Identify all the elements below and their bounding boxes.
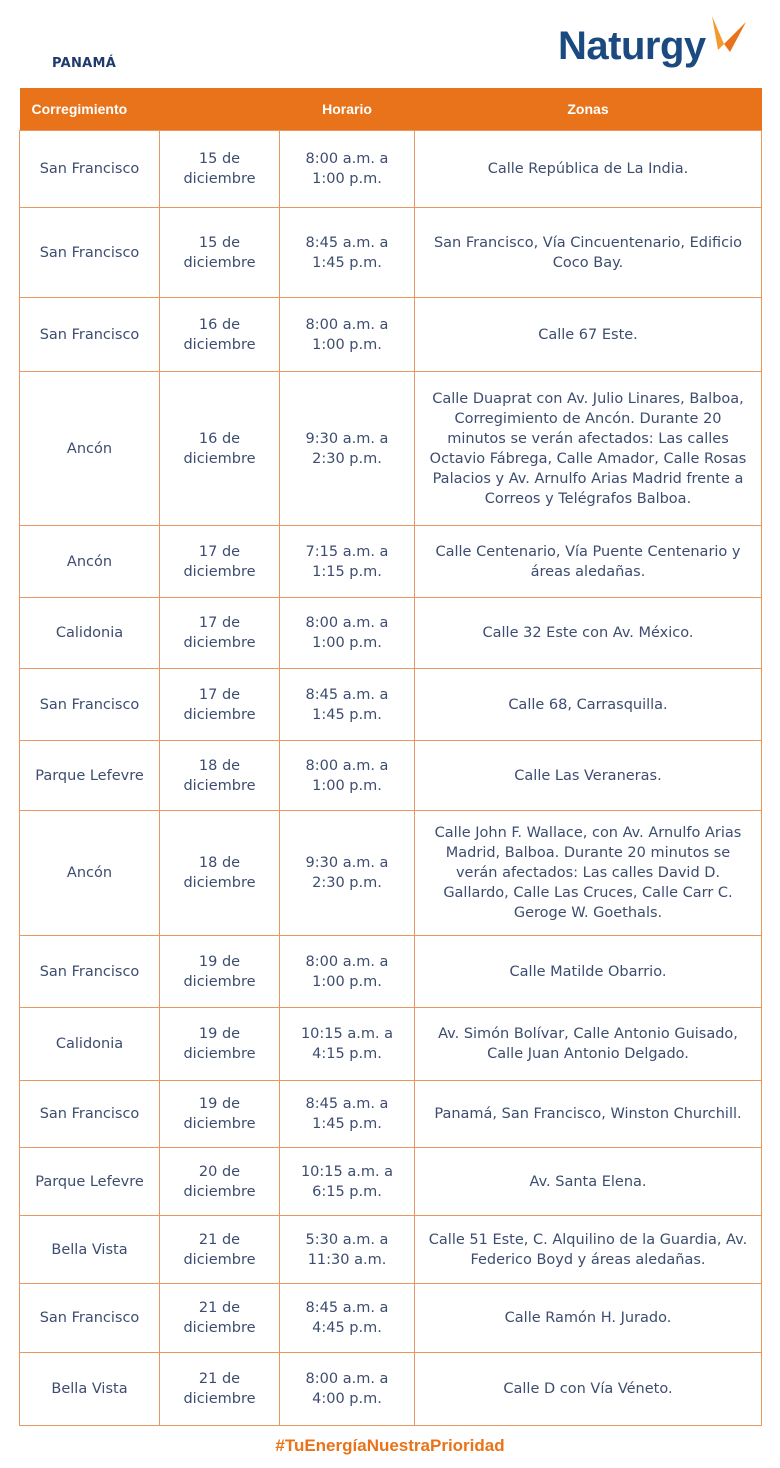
date-cell-text: 18 de diciembre [183, 757, 256, 794]
zones-cell: Calle D con Vía Véneto. [415, 1353, 762, 1426]
table-row [20, 526, 762, 598]
time-cell-text: 8:00 a.m. a 1:00 p.m. [305, 316, 389, 353]
table-row [20, 208, 762, 298]
time-cell-text: 8:00 a.m. a 4:00 p.m. [305, 1371, 389, 1407]
time-cell-text: 9:30 a.m. a 2:30 p.m. [305, 855, 389, 891]
date-cell-text: 19 de diciembre [183, 1026, 256, 1062]
date-cell-text: 16 de diciembre [183, 430, 256, 467]
corregimiento-cell: San Francisco [20, 669, 160, 741]
date-cell-text: 17 de diciembre [183, 615, 256, 651]
date-cell-text: 17 de diciembre [183, 543, 256, 580]
time-cell [280, 1148, 415, 1216]
corregimiento-cell: San Francisco [20, 1081, 160, 1148]
time-cell-text: 8:00 a.m. a 1:00 p.m. [305, 757, 389, 794]
time-cell-text: 7:15 a.m. a 1:15 p.m. [305, 543, 389, 580]
date-cell [160, 598, 280, 669]
time-cell-text: 5:30 a.m. a 11:30 a.m. [305, 1231, 389, 1268]
corregimiento-cell: Parque Lefevre [20, 1148, 160, 1216]
time-cell [280, 526, 415, 598]
time-cell-text: 8:00 a.m. a 1:00 p.m. [305, 953, 389, 990]
table-row [20, 741, 762, 811]
date-cell-text: 19 de diciembre [183, 953, 256, 990]
corregimiento-cell: Bella Vista [20, 1216, 160, 1284]
table-row [20, 1284, 762, 1353]
date-cell-text: 17 de diciembre [183, 686, 256, 723]
zones-cell: Calle Las Veraneras. [415, 741, 762, 811]
corregimiento-cell: Bella Vista [20, 1353, 160, 1426]
time-cell [280, 1081, 415, 1148]
date-cell-text: 19 de diciembre [183, 1096, 256, 1132]
date-cell [160, 1148, 280, 1216]
time-cell-text: 8:45 a.m. a 1:45 p.m. [305, 686, 389, 723]
date-cell-text: 21 de diciembre [183, 1371, 256, 1407]
date-cell [160, 811, 280, 936]
corregimiento-cell: San Francisco [20, 936, 160, 1008]
time-cell-text: 10:15 a.m. a 6:15 p.m. [300, 1163, 394, 1200]
time-cell [280, 669, 415, 741]
time-cell [280, 208, 415, 298]
region-label: PANAMÁ [52, 56, 117, 71]
date-cell-text: 15 de diciembre [183, 151, 256, 187]
time-cell [280, 1284, 415, 1353]
column-header-corregimiento: Corregimiento [20, 88, 160, 131]
corregimiento-cell: Ancón [20, 372, 160, 526]
zones-cell: San Francisco, Vía Cincuentenario, Edificio Coco Bay. [415, 208, 762, 298]
date-cell [160, 372, 280, 526]
time-cell [280, 741, 415, 811]
column-header-zonas: Zonas [415, 88, 762, 131]
date-cell [160, 1353, 280, 1426]
time-cell [280, 936, 415, 1008]
time-cell-text: 8:45 a.m. a 4:45 p.m. [305, 1300, 389, 1336]
corregimiento-cell: San Francisco [20, 208, 160, 298]
date-cell [160, 298, 280, 372]
table-header [20, 88, 762, 131]
naturgy-logo [558, 18, 748, 74]
zones-cell: Calle Centenario, Vía Puente Centenario y áreas aledañas. [415, 526, 762, 598]
zones-cell: Calle 32 Este con Av. México. [415, 598, 762, 669]
butterfly-icon [708, 14, 748, 58]
date-cell-text: 21 de diciembre [183, 1231, 256, 1268]
table-row [20, 1008, 762, 1081]
time-cell [280, 1008, 415, 1081]
date-cell [160, 936, 280, 1008]
date-cell-text: 15 de diciembre [183, 234, 256, 271]
time-cell [280, 131, 415, 208]
table-row [20, 669, 762, 741]
table-row [20, 598, 762, 669]
date-cell [160, 1216, 280, 1284]
zones-cell: Av. Simón Bolívar, Calle Antonio Guisado, Calle Juan Antonio Delgado. [415, 1008, 762, 1081]
date-cell [160, 1081, 280, 1148]
zones-cell: Calle 67 Este. [415, 298, 762, 372]
time-cell-text: 9:30 a.m. a 2:30 p.m. [305, 430, 389, 467]
date-cell-text: 20 de diciembre [183, 1163, 256, 1200]
date-cell-text: 18 de diciembre [183, 855, 256, 891]
zones-cell: Calle Matilde Obarrio. [415, 936, 762, 1008]
table-row [20, 811, 762, 936]
zones-cell: Panamá, San Francisco, Winston Churchill. [415, 1081, 762, 1148]
hashtag: #TuEnergíaNuestraPrioridad [275, 1436, 505, 1455]
date-cell [160, 526, 280, 598]
table-row [20, 936, 762, 1008]
zones-cell: Calle Duaprat con Av. Julio Linares, Balboa, Corregimiento de Ancón. Durante 20 minutos se verán afectados: Las calles Octavio Fábrega, Calle Amador, Calle Rosas Palacios y Av. Arnulfo Arias Madrid frente a Correos y Telégrafos Balboa. [415, 372, 762, 526]
zones-cell: Calle República de La India. [415, 131, 762, 208]
time-cell-text: 8:00 a.m. a 1:00 p.m. [305, 615, 389, 651]
zones-cell: Calle Ramón H. Jurado. [415, 1284, 762, 1353]
time-cell-text: 8:45 a.m. a 1:45 p.m. [305, 1096, 389, 1132]
corregimiento-cell: Ancón [20, 811, 160, 936]
date-cell [160, 131, 280, 208]
time-cell [280, 598, 415, 669]
schedule-table [19, 88, 762, 1426]
table-row [20, 1216, 762, 1284]
date-cell [160, 741, 280, 811]
date-cell-text: 16 de diciembre [183, 316, 256, 353]
time-cell-text: 8:45 a.m. a 1:45 p.m. [305, 234, 389, 271]
time-cell [280, 811, 415, 936]
table-row [20, 1148, 762, 1216]
corregimiento-cell: Ancón [20, 526, 160, 598]
date-cell [160, 1284, 280, 1353]
logo-text: Naturgy [558, 24, 706, 68]
corregimiento-cell: San Francisco [20, 298, 160, 372]
date-cell [160, 1008, 280, 1081]
corregimiento-cell: San Francisco [20, 131, 160, 208]
zones-cell: Calle John F. Wallace, con Av. Arnulfo Arias Madrid, Balboa. Durante 20 minutos se verán afectados: Las calles David D. Gallardo, Calle Las Cruces, Calle Carr C. Geroge W. Goethals. [415, 811, 762, 936]
date-cell [160, 208, 280, 298]
date-cell-text: 21 de diciembre [183, 1300, 256, 1336]
corregimiento-cell: Calidonia [20, 598, 160, 669]
date-cell [160, 669, 280, 741]
time-cell-text: 10:15 a.m. a 4:15 p.m. [300, 1026, 394, 1062]
zones-cell: Calle 51 Este, C. Alquilino de la Guardia, Av. Federico Boyd y áreas aledañas. [415, 1216, 762, 1284]
table-row [20, 372, 762, 526]
corregimiento-cell: Parque Lefevre [20, 741, 160, 811]
zones-cell: Calle 68, Carrasquilla. [415, 669, 762, 741]
table-row [20, 131, 762, 208]
corregimiento-cell: Calidonia [20, 1008, 160, 1081]
time-cell [280, 1216, 415, 1284]
table-row [20, 1353, 762, 1426]
table-row [20, 298, 762, 372]
time-cell [280, 1353, 415, 1426]
corregimiento-cell: San Francisco [20, 1284, 160, 1353]
table-row [20, 1081, 762, 1148]
column-header-horario: Horario [280, 88, 415, 131]
time-cell [280, 298, 415, 372]
column-header-fecha [160, 88, 280, 131]
zones-cell: Av. Santa Elena. [415, 1148, 762, 1216]
time-cell-text: 8:00 a.m. a 1:00 p.m. [305, 151, 389, 187]
time-cell [280, 372, 415, 526]
